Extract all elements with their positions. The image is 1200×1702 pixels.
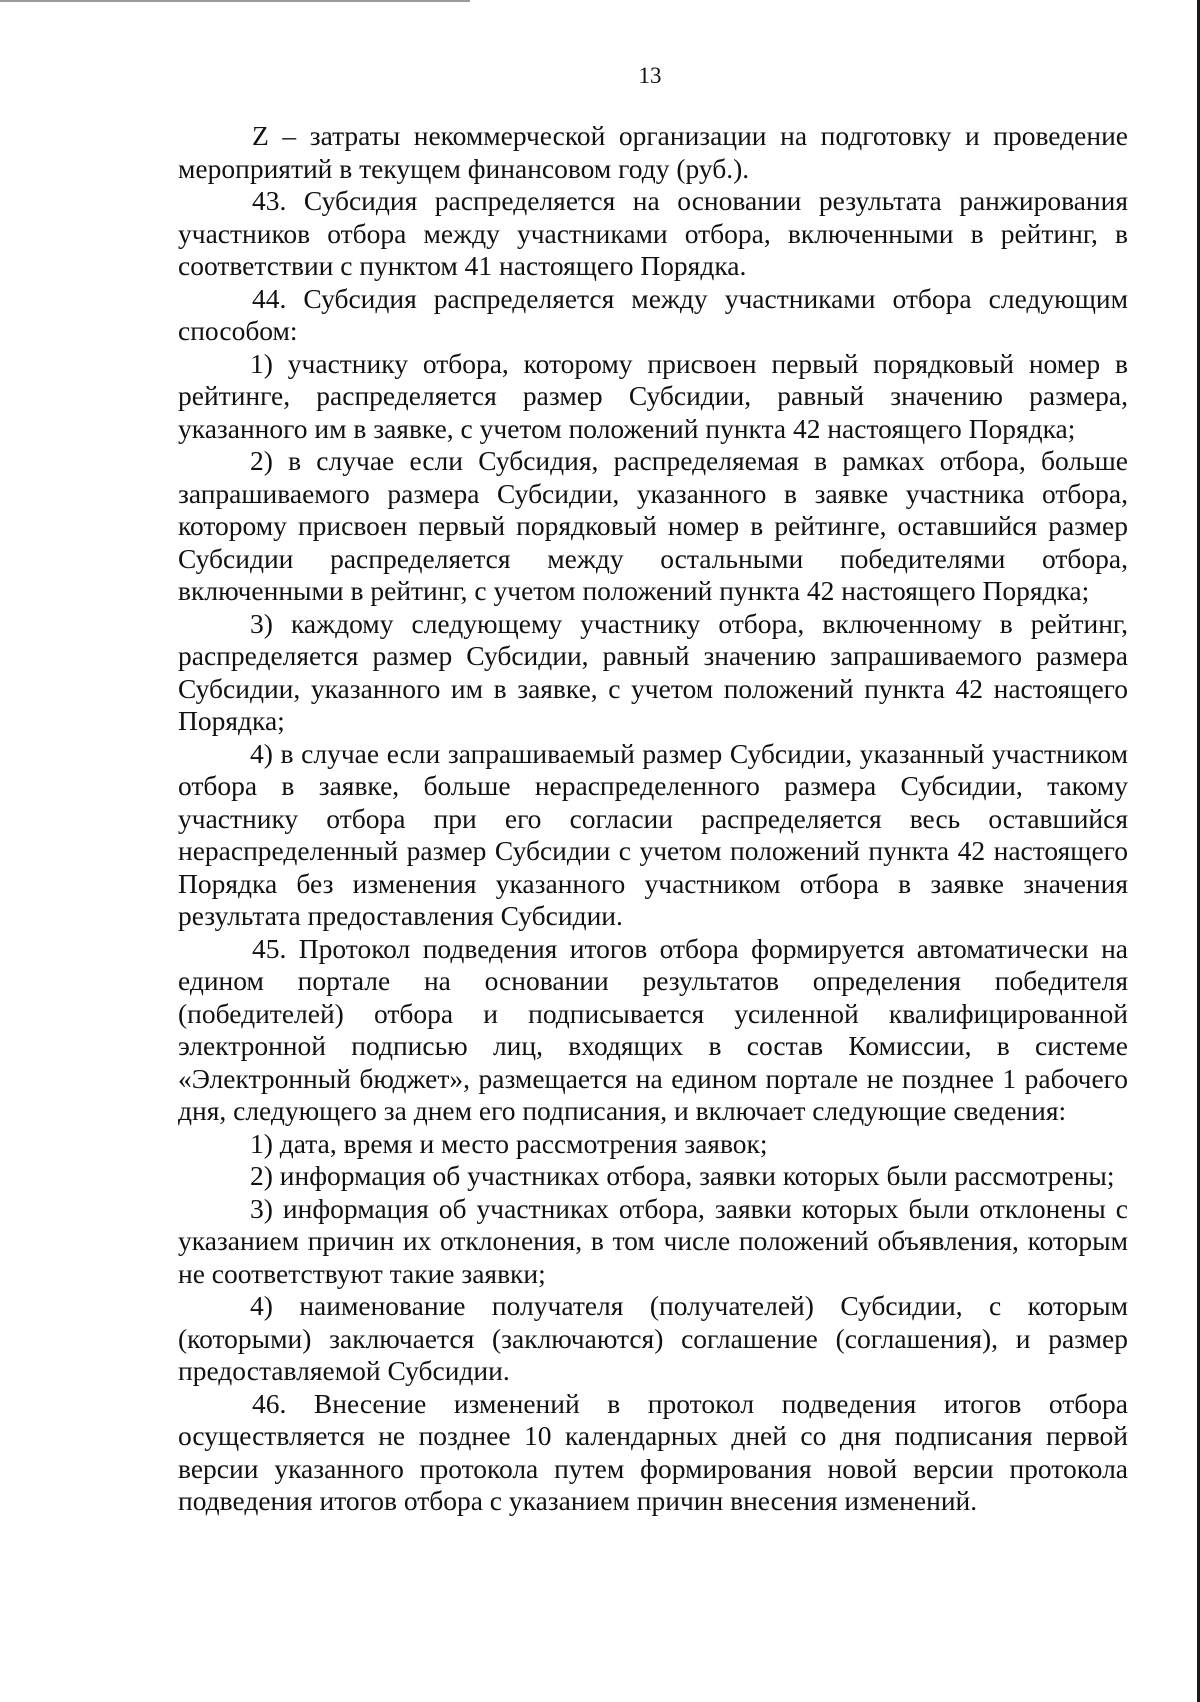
paragraph-44-item-4: 4) в случае если запрашиваемый размер Субсидии, указанный участником отбора в заявке, больше нераспределенного размера Субсидии, такому участнику отбора при его согласии распределяется весь оставшийся нераспределенный размер Субсидии с учетом положений пункта 42 настоящего Порядка без изменения указанного участником отбора в заявке значения результата предоставления Субсидии. [178,737,1128,931]
paragraph-z-definition: Z – затраты некоммерческой организации на подготовку и проведение мероприятий в текущем финансовом году (руб.). [178,120,1128,184]
paragraph-44: 44. Субсидия распределяется между участниками отбора следующим способом: [178,282,1128,346]
paragraph-45-item-4: 4) наименование получателя (получателей) Субсидии, с которым (которыми) заключается (заключаются) соглашение (соглашения), и размер предоставляемой Субсидии. [178,1290,1128,1386]
scan-edge-line [0,0,470,2]
paragraph-44-item-2: 2) в случае если Субсидия, распределяемая в рамках отбора, больше запрашиваемого размера Субсидии, указанного в заявке участника отбора, которому присвоен первый порядковый номер в рейтинге, оставшийся размер Субсидии распределяется между остальными победителями отбора, включенными в рейтинг, с учетом положений пункта 42 настоящего Порядка; [178,445,1128,606]
paragraph-44-item-1: 1) участнику отбора, которому присвоен первый порядковый номер в рейтинге, распределяется размер Субсидии, равный значению размера, указанного им в заявке, с учетом положений пункта 42 настоящего Порядка; [178,347,1128,444]
page-number: 13 [638,63,662,88]
paragraph-44-item-3: 3) каждому следующему участнику отбора, включенному в рейтинг, распределяется размер Субсидии, равный значению запрашиваемого размера Субсидии, указанного им в заявке, с учетом положений пункта 42 настоящего Порядка; [178,607,1128,736]
document-body [178,120,1128,1518]
paragraph-45: 45. Протокол подведения итогов отбора формируется автоматически на едином портале на основании результатов определения победителя (победителей) отбора и подписывается усиленной квалифицированной электронной подписью лиц, входящих в состав Комиссии, в системе «Электронный бюджет», размещается на едином портале не позднее 1 рабочего дня, следующего за днем его подписания, и включает следующие сведения: [178,932,1128,1126]
paragraph-45-item-3: 3) информация об участниках отбора, заявки которых были отклонены с указанием причин их отклонения, в том числе положений объявления, которым не соответствуют такие заявки; [178,1192,1128,1289]
paragraph-46: 46. Внесение изменений в протокол подведения итогов отбора осуществляется не позднее 10 календарных дней со дня подписания первой версии указанного протокола путем формирования новой версии протокола подведения итогов отбора с указанием причин внесения изменений. [178,1387,1128,1516]
paragraph-45-item-1: 1) дата, время и место рассмотрения заявок; [250,1127,768,1159]
paragraph-45-item-2: 2) информация об участниках отбора, заявки которых были рассмотрены; [250,1160,1115,1191]
paragraph-43: 43. Субсидия распределяется на основании результата ранжирования участников отбора между участниками отбора, включенными в рейтинг, в соответствии с пунктом 41 настоящего Порядка. [178,185,1128,281]
